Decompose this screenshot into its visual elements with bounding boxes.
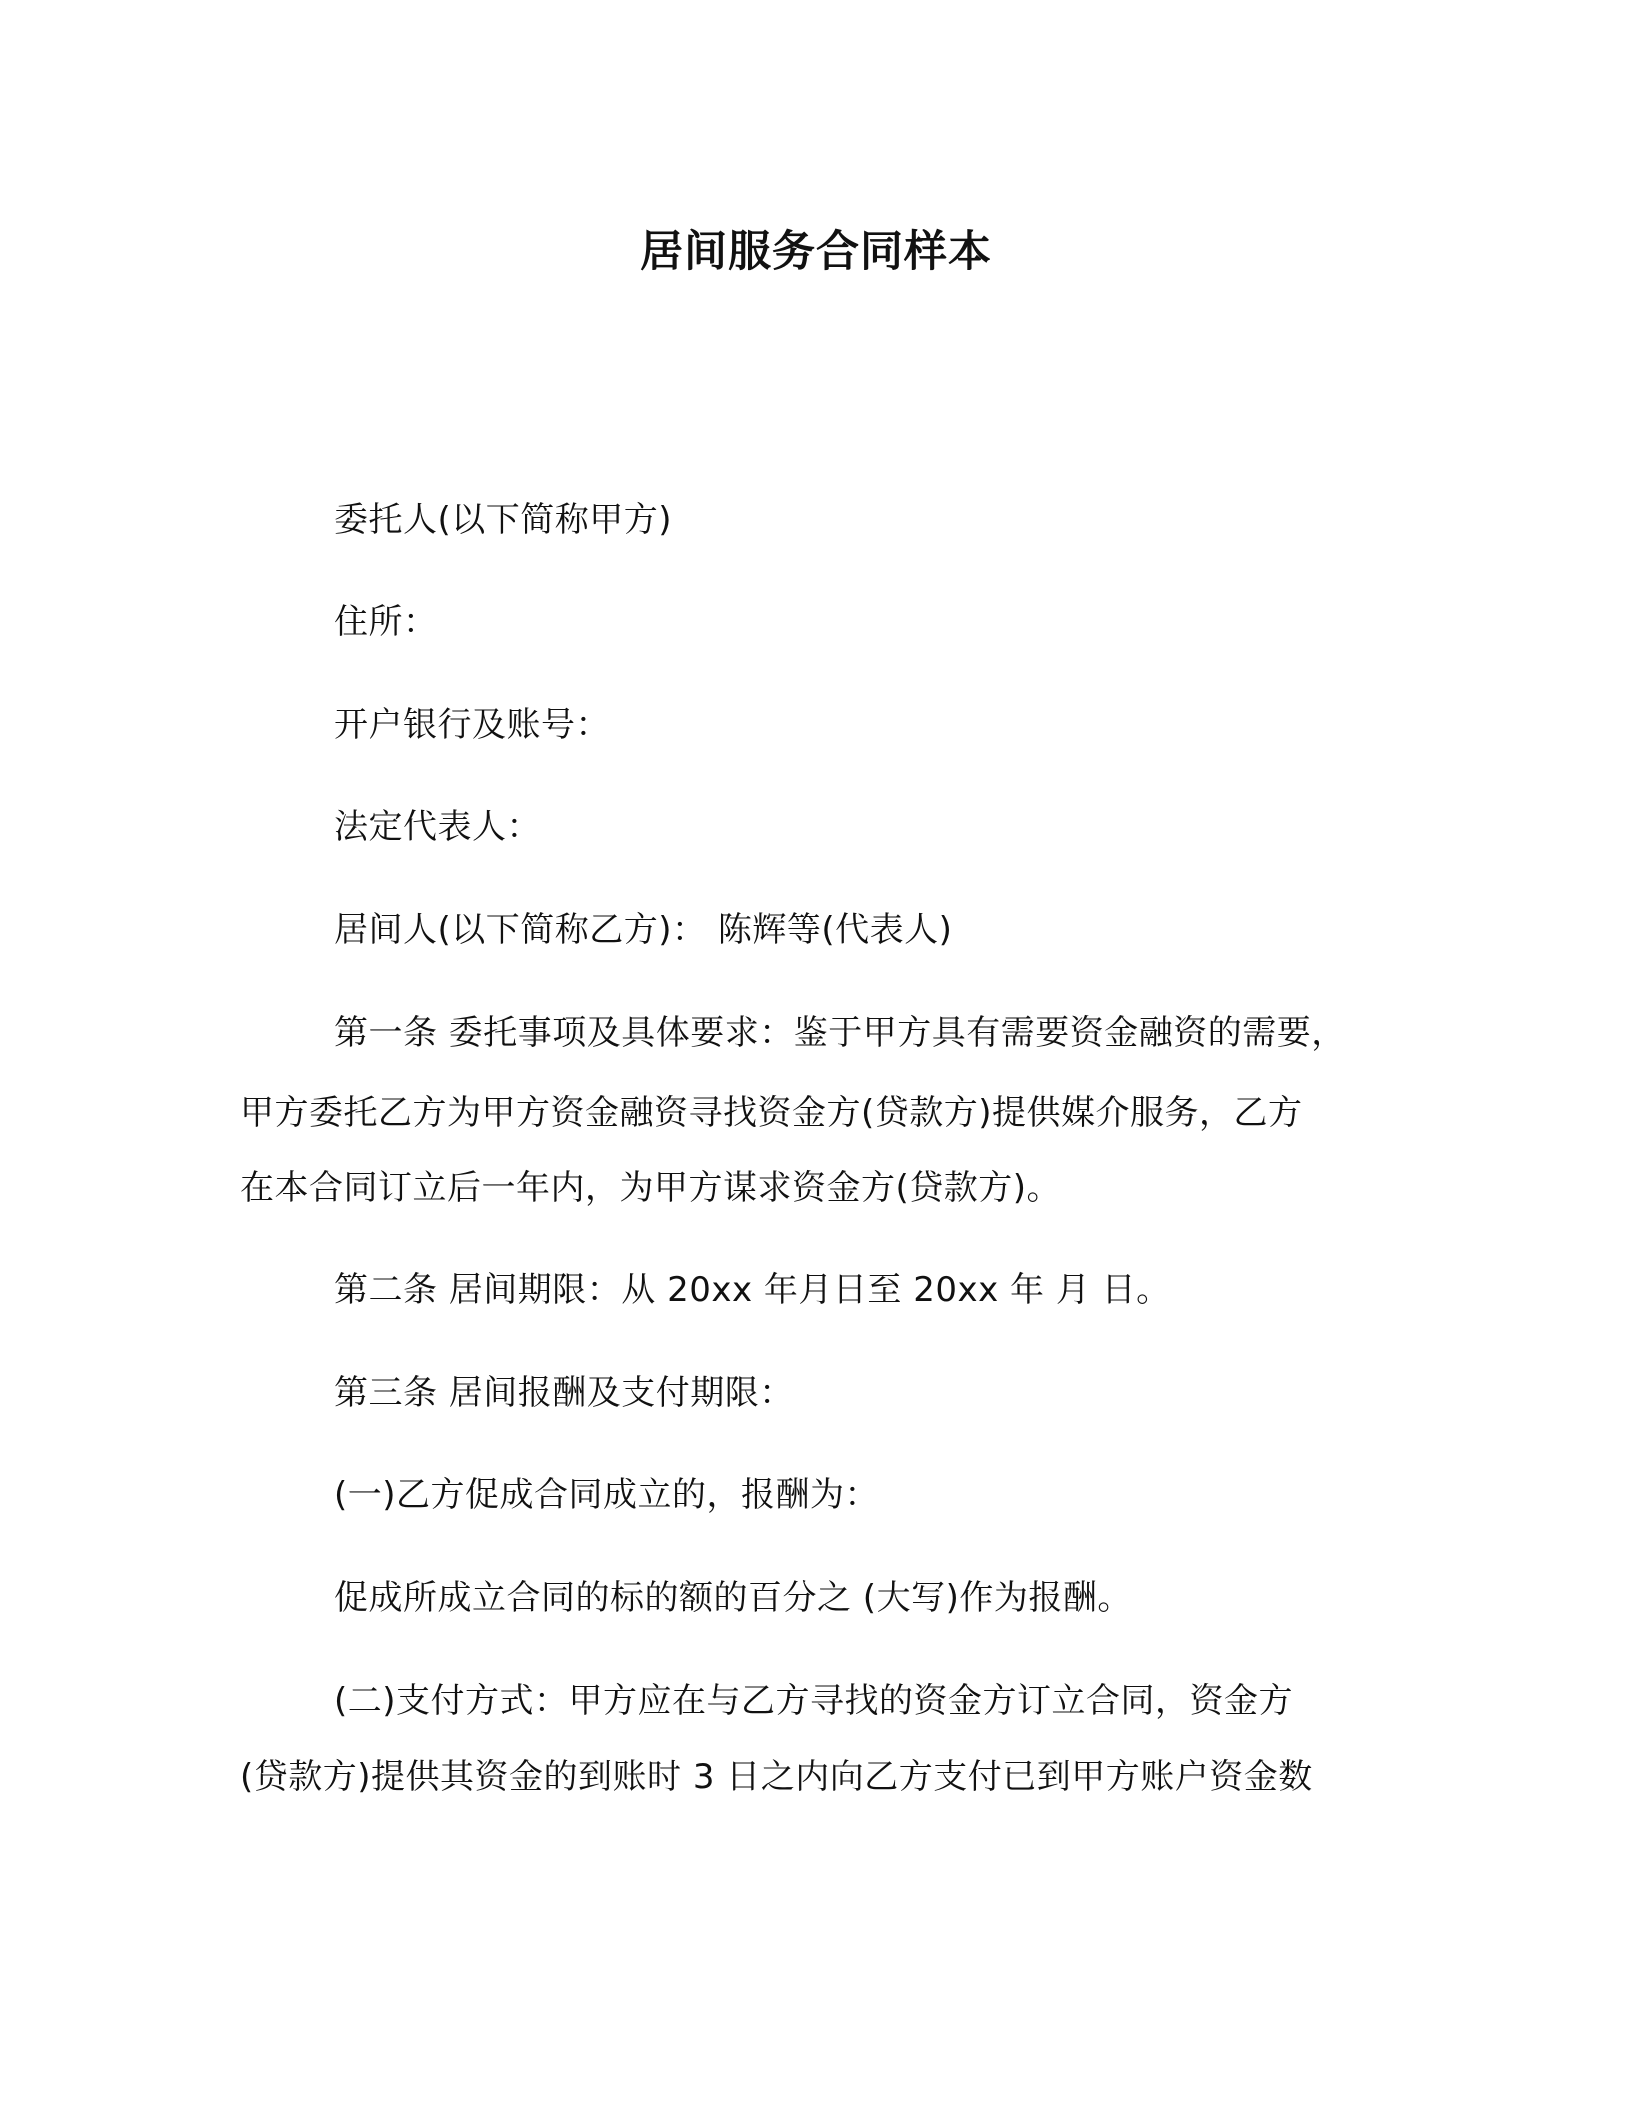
intermediary-party-line: 居间人(以下简称乙方)： 陈辉等(代表人) <box>334 910 953 950</box>
document-title: 居间服务合同样本 <box>640 227 992 277</box>
clause-1-detail-line: 促成所成立合同的标的额的百分之 (大写)作为报酬。 <box>334 1578 1132 1618</box>
article-1-line-3: 在本合同订立后一年内，为甲方谋求资金方(贷款方)。 <box>240 1168 1062 1208</box>
clause-1-line: (一)乙方促成合同成立的，报酬为： <box>334 1475 880 1515</box>
legal-representative-line: 法定代表人： <box>334 807 541 847</box>
article-1-line-1: 第一条 委托事项及具体要求：鉴于甲方具有需要资金融资的需要， <box>334 1013 1346 1053</box>
bank-account-line: 开户银行及账号： <box>334 705 610 745</box>
article-1-line-2: 甲方委托乙方为甲方资金融资寻找资金方(贷款方)提供媒介服务，乙方 <box>240 1093 1303 1133</box>
address-line: 住所： <box>334 602 438 642</box>
clause-2-line-1: (二)支付方式：甲方应在与乙方寻找的资金方订立合同，资金方 <box>334 1681 1294 1721</box>
article-3-heading: 第三条 居间报酬及支付期限： <box>334 1373 794 1413</box>
clause-2-line-2: (贷款方)提供其资金的到账时 3 日之内向乙方支付已到甲方账户资金数 <box>240 1757 1313 1797</box>
article-2-line: 第二条 居间期限：从 20xx 年月日至 20xx 年 月 日。 <box>334 1270 1171 1310</box>
principal-party-line: 委托人(以下简称甲方) <box>334 500 673 540</box>
